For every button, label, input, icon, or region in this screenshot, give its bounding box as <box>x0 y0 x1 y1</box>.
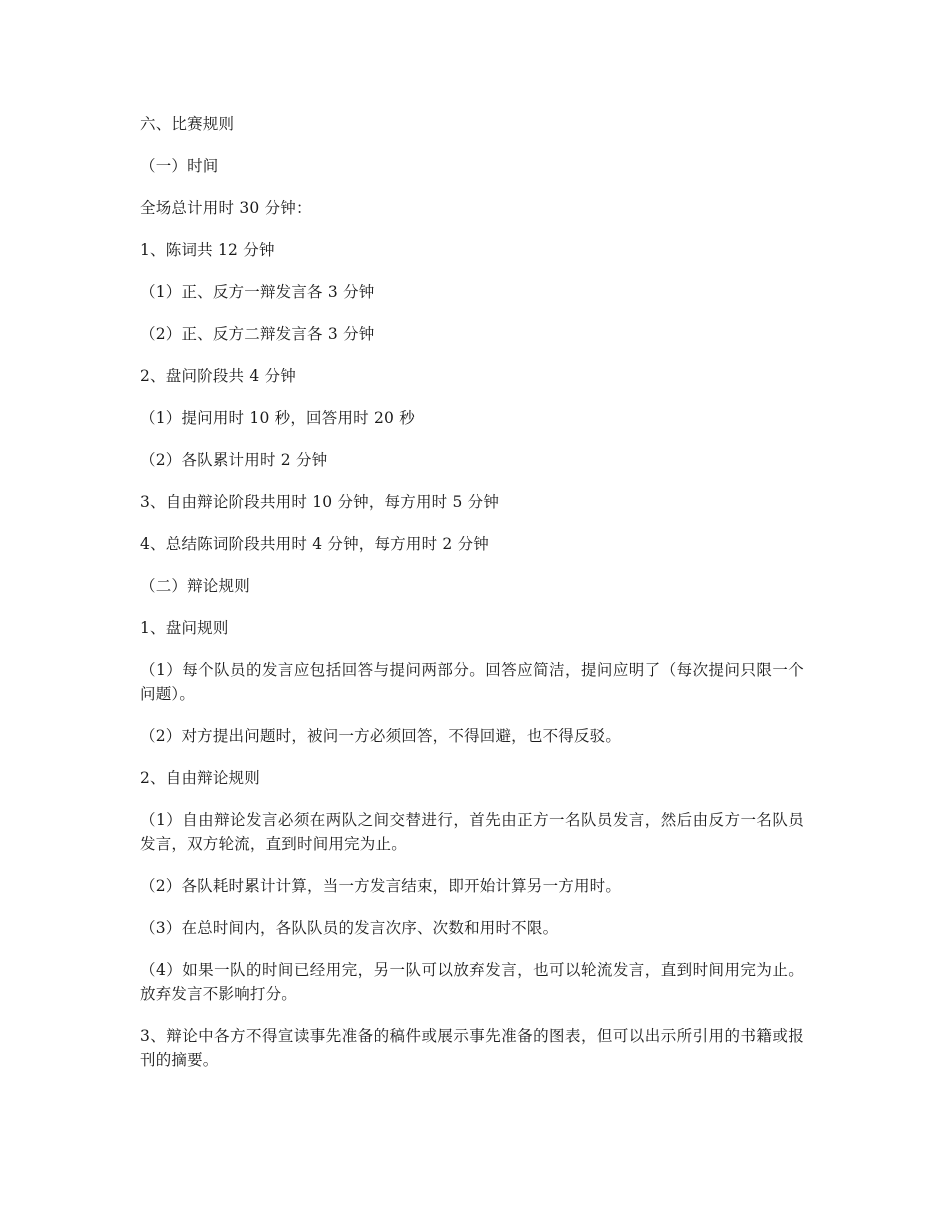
list-item-first-speakers: （1）正、反方一辩发言各 3 分钟 <box>140 283 375 301</box>
rule-must-answer: （2）对方提出问题时，被问一方必须回答，不得回避，也不得反驳。 <box>140 727 622 745</box>
rule-no-prepared-scripts: 3、辩论中各方不得宣读事先准备的稿件或展示事先准备的图表，但可以出示所引用的书籍或报刊的摘要。 <box>140 1027 804 1069</box>
subsection-heading-debate-rules: （二）辩论规则 <box>140 577 250 595</box>
rule-speech-content: （1）每个队员的发言应包括回答与提问两部分。回答应简洁，提问应明了（每次提问只限一个问题）。 <box>140 661 804 703</box>
list-item-question-answer-time: （1）提问用时 10 秒，回答用时 20 秒 <box>140 409 415 427</box>
rule-alternate-speaking: （1）自由辩论发言必须在两队之间交替进行，首先由正方一名队员发言，然后由反方一名队员发言，双方轮流，直到时间用完为止。 <box>140 811 804 853</box>
section-heading-rules: 六、比赛规则 <box>140 115 235 133</box>
list-item-team-cumulative-time: （2）各队累计用时 2 分钟 <box>140 451 328 469</box>
rule-unlimited-order: （3）在总时间内，各队队员的发言次序、次数和用时不限。 <box>140 919 559 937</box>
list-item-free-debate-time: 3、自由辩论阶段共用时 10 分钟，每方用时 5 分钟 <box>140 493 500 511</box>
rule-cumulative-timing: （2）各队耗时累计计算，当一方发言结束，即开始计算另一方用时。 <box>140 877 622 895</box>
paragraph-total-time: 全场总计用时 30 分钟： <box>140 199 312 217</box>
document-body <box>140 112 804 1090</box>
subsection-heading-time: （一）时间 <box>140 157 219 175</box>
list-item-cross-examination: 2、盘问阶段共 4 分钟 <box>140 367 296 385</box>
rule-time-used-up: （4）如果一队的时间已经用完，另一队可以放弃发言，也可以轮流发言，直到时间用完为止。放弃发言不影响打分。 <box>140 961 804 1003</box>
list-item-free-debate-rules: 2、自由辩论规则 <box>140 769 260 787</box>
list-item-second-speakers: （2）正、反方二辩发言各 3 分钟 <box>140 325 375 343</box>
list-item-cross-examination-rules: 1、盘问规则 <box>140 619 229 637</box>
list-item-closing-statements-time: 4、总结陈词阶段共用时 4 分钟，每方用时 2 分钟 <box>140 535 489 553</box>
list-item-opening-statements: 1、陈词共 12 分钟 <box>140 241 275 259</box>
